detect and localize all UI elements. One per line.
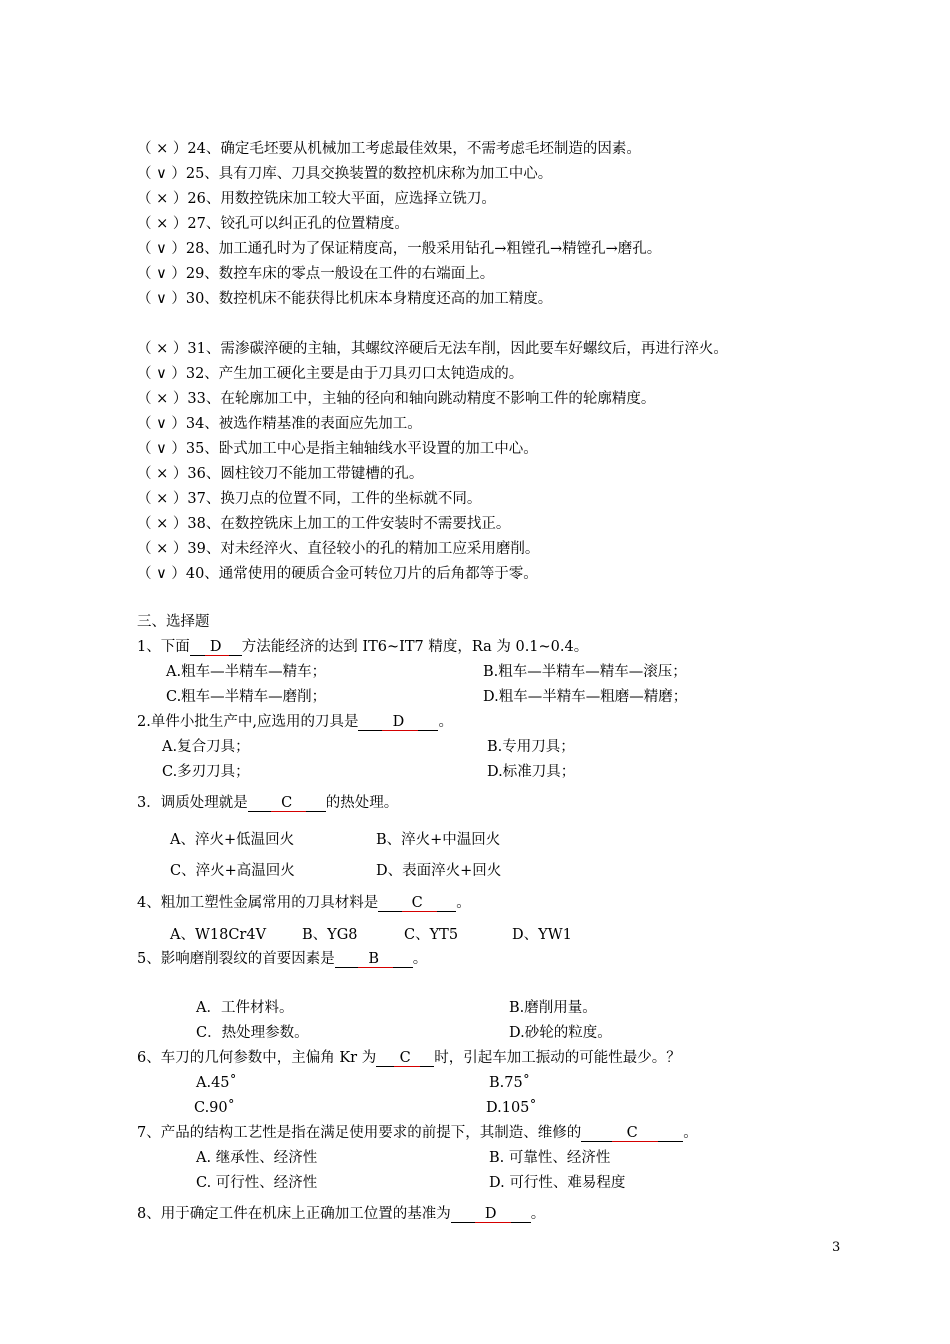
separator: 、 [205, 216, 221, 232]
bracket-close: ） [168, 491, 188, 507]
bracket-open: （ [137, 291, 157, 307]
option-b: B、淬火+中温回火 [376, 832, 501, 848]
item-number: 25 [185, 166, 205, 182]
bracket-open: （ [137, 441, 157, 457]
true-false-item [137, 139, 641, 159]
question-5 [137, 949, 427, 969]
option-a: A.粗车—半精车—精车； [166, 664, 327, 680]
check-mark-icon: ∨ [156, 441, 167, 457]
bracket-open: （ [137, 566, 157, 582]
question-text: 7、产品的结构工艺性是指在满足使用要求的前提下，其制造、维修的 [137, 1125, 582, 1141]
option-c: C.粗车—半精车—磨削； [166, 689, 327, 705]
statement-text: 确定毛坯要从机械加工考虑最佳效果，不需考虑毛坯制造的因素。 [220, 141, 641, 157]
question-1 [137, 637, 588, 657]
statement-text: 数控机床不能获得比机床本身精度还高的加工精度。 [218, 291, 553, 307]
question-text: 1、下面 [137, 639, 190, 655]
answer-value: C [281, 795, 293, 811]
bracket-open: （ [137, 191, 157, 207]
true-false-item [137, 414, 422, 434]
question-text: 。 [530, 1206, 546, 1222]
separator: 、 [204, 241, 219, 257]
question-6 [137, 1048, 681, 1068]
bracket-close: ） [166, 566, 186, 582]
question-2 [137, 712, 453, 732]
separator: 、 [205, 191, 221, 207]
separator: 、 [204, 366, 219, 382]
bracket-open: （ [137, 391, 157, 407]
check-mark-icon: ∨ [156, 291, 167, 307]
check-mark-icon: ∨ [156, 166, 167, 182]
check-mark-icon: ∨ [156, 241, 167, 257]
section-title: 三、选择题 [137, 614, 210, 630]
separator: 、 [205, 141, 221, 157]
cross-mark-icon: × [156, 491, 169, 507]
bracket-open: （ [137, 366, 157, 382]
question-text: 时，引起车加工振动的可能性最少。？ [434, 1050, 681, 1066]
bracket-open: （ [137, 241, 157, 257]
question-3 [137, 793, 398, 813]
bracket-close: ） [168, 141, 188, 157]
question-text: 8、用于确定工件在机床上正确加工位置的基准为 [137, 1206, 451, 1222]
option-c: C. 可行性、经济性 [196, 1175, 318, 1191]
bracket-close: ） [168, 466, 188, 482]
item-number: 28 [185, 241, 205, 257]
answer-blank [581, 1123, 683, 1142]
option-d: D.标准刀具； [487, 764, 576, 780]
statement-text: 在轮廓加工中，主轴的径向和轴向跳动精度不影响工件的轮廓精度。 [220, 391, 656, 407]
bracket-open: （ [137, 516, 157, 532]
item-number: 40 [185, 566, 205, 582]
option-d: D. 可行性、难易程度 [489, 1175, 626, 1191]
cross-mark-icon: × [156, 516, 169, 532]
answer-value: D [484, 1206, 497, 1222]
option-b: B、YG8 [302, 927, 358, 943]
statement-text: 数控车床的零点一般设在工件的右端面上。 [218, 266, 495, 282]
cross-mark-icon: × [156, 541, 169, 557]
true-false-item [137, 189, 496, 209]
item-number: 26 [187, 191, 206, 207]
bracket-close: ） [166, 441, 186, 457]
item-number: 39 [187, 541, 206, 557]
page-number: 3 [832, 1240, 841, 1255]
option-a: A.45˚ [196, 1075, 237, 1091]
statement-text: 卧式加工中心是指主轴轴线水平设置的加工中心。 [218, 441, 538, 457]
question-4 [137, 893, 471, 913]
option-c: C.90˚ [194, 1100, 235, 1116]
answer-value: C [626, 1125, 638, 1141]
option-a: A、W18Cr4V [170, 927, 267, 943]
bracket-open: （ [137, 416, 157, 432]
item-number: 29 [185, 266, 205, 282]
true-false-item [137, 439, 538, 459]
true-false-item [137, 489, 481, 509]
true-false-item [137, 389, 655, 409]
answer-blank [376, 1048, 434, 1067]
option-d: D.砂轮的粒度。 [509, 1025, 612, 1041]
separator: 、 [205, 491, 221, 507]
bracket-open: （ [137, 491, 157, 507]
question-text: 。 [683, 1125, 698, 1141]
statement-text: 需渗碳淬硬的主轴，其螺纹淬硬后无法车削，因此要车好螺纹后，再进行淬火。 [220, 341, 728, 357]
separator: 、 [204, 291, 219, 307]
option-d: D.粗车—半精车—粗磨—精磨； [483, 689, 688, 705]
bracket-close: ） [166, 241, 186, 257]
answer-value: B [368, 951, 380, 967]
answer-blank [248, 793, 326, 812]
true-false-item [137, 464, 423, 484]
statement-text: 在数控铣床上加工的工件安装时不需要找正。 [220, 516, 511, 532]
option-b: B.磨削用量。 [509, 1000, 597, 1016]
item-number: 31 [187, 341, 206, 357]
answer-blank [358, 712, 438, 731]
option-c: C．热处理参数。 [196, 1025, 309, 1041]
question-text: 2.单件小批生产中,应选用的刀具是 [137, 714, 359, 730]
answer-blank [190, 637, 242, 656]
separator: 、 [205, 341, 221, 357]
answer-value: C [411, 895, 423, 911]
true-false-item [137, 164, 552, 184]
true-false-item [137, 339, 728, 359]
bracket-close: ） [166, 291, 186, 307]
true-false-item [137, 364, 523, 384]
true-false-item [137, 564, 538, 584]
bracket-close: ） [168, 191, 188, 207]
answer-blank [378, 893, 456, 912]
bracket-close: ） [168, 341, 188, 357]
option-d: D、YW1 [512, 927, 572, 943]
option-c: C、淬火+高温回火 [170, 863, 295, 879]
true-false-item [137, 264, 494, 284]
question-text: 。 [412, 951, 428, 967]
question-8 [137, 1204, 545, 1224]
option-c: C.多刃刀具； [162, 764, 250, 780]
option-a: A. 继承性、经济性 [196, 1150, 318, 1166]
bracket-close: ） [168, 391, 188, 407]
cross-mark-icon: × [156, 391, 169, 407]
true-false-item [137, 539, 539, 559]
option-c: C、YT5 [404, 927, 459, 943]
option-d: D.105˚ [486, 1100, 537, 1116]
statement-text: 被选作精基准的表面应先加工。 [218, 416, 422, 432]
answer-value: D [209, 639, 222, 655]
item-number: 24 [187, 141, 206, 157]
bracket-close: ） [166, 166, 186, 182]
separator: 、 [204, 416, 219, 432]
true-false-item [137, 214, 409, 234]
separator: 、 [205, 516, 221, 532]
question-text: 5、影响磨削裂纹的首要因素是 [137, 951, 335, 967]
separator: 、 [204, 266, 219, 282]
option-d: D、表面淬火+回火 [376, 863, 502, 879]
separator: 、 [204, 566, 219, 582]
statement-text: 产生加工硬化主要是由于刀具刃口太钝造成的。 [218, 366, 524, 382]
question-text: 。 [438, 714, 453, 730]
item-number: 36 [187, 466, 206, 482]
cross-mark-icon: × [156, 141, 169, 157]
cross-mark-icon: × [156, 466, 169, 482]
bracket-open: （ [137, 541, 157, 557]
item-number: 37 [187, 491, 206, 507]
statement-text: 对未经淬火、直径较小的孔的精加工应采用磨削。 [220, 541, 540, 557]
cross-mark-icon: × [156, 216, 169, 232]
separator: 、 [205, 391, 221, 407]
bracket-close: ） [166, 416, 186, 432]
bracket-close: ） [168, 216, 188, 232]
check-mark-icon: ∨ [156, 266, 167, 282]
question-text: 6、车刀的几何参数中，主偏角 Kr 为 [137, 1050, 377, 1066]
true-false-item [137, 289, 552, 309]
question-text: 的热处理。 [325, 795, 399, 811]
bracket-close: ） [166, 366, 186, 382]
item-number: 38 [187, 516, 206, 532]
cross-mark-icon: × [156, 341, 169, 357]
option-a: A.复合刀具； [162, 739, 250, 755]
answer-blank [451, 1204, 531, 1223]
question-text: 。 [456, 895, 471, 911]
statement-text: 换刀点的位置不同，工件的坐标就不同。 [220, 491, 482, 507]
bracket-close: ） [166, 266, 186, 282]
separator: 、 [205, 541, 221, 557]
bracket-open: （ [137, 466, 157, 482]
true-false-item [137, 514, 510, 534]
item-number: 30 [185, 291, 205, 307]
answer-blank [335, 949, 413, 968]
check-mark-icon: ∨ [156, 566, 167, 582]
statement-text: 通常使用的硬质合金可转位刀片的后角都等于零。 [218, 566, 538, 582]
statement-text: 加工通孔时为了保证精度高，一般采用钻孔→粗镗孔→精镗孔→磨孔。 [218, 241, 662, 257]
bracket-open: （ [137, 266, 157, 282]
bracket-close: ） [168, 541, 188, 557]
item-number: 27 [187, 216, 206, 232]
question-7 [137, 1123, 698, 1143]
separator: 、 [204, 441, 219, 457]
option-b: B.粗车—半精车—精车—滚压； [483, 664, 687, 680]
question-text: 方法能经济的达到 IT6~IT7 精度，Ra 为 0.1~0.4。 [241, 639, 589, 655]
statement-text: 铰孔可以纠正孔的位置精度。 [220, 216, 409, 232]
item-number: 33 [187, 391, 206, 407]
bracket-open: （ [137, 166, 157, 182]
option-b: B. 可靠性、经济性 [489, 1150, 611, 1166]
separator: 、 [204, 166, 219, 182]
option-b: B.专用刀具； [487, 739, 575, 755]
answer-value: D [392, 714, 405, 730]
question-text: 3．调质处理就是 [137, 795, 248, 811]
check-mark-icon: ∨ [156, 416, 167, 432]
check-mark-icon: ∨ [156, 366, 167, 382]
option-a: A、淬火+低温回火 [170, 832, 295, 848]
bracket-open: （ [137, 341, 157, 357]
option-a: A．工件材料。 [196, 1000, 294, 1016]
question-text: 4、粗加工塑性金属常用的刀具材料是 [137, 895, 379, 911]
separator: 、 [205, 466, 221, 482]
bracket-open: （ [137, 216, 157, 232]
item-number: 32 [185, 366, 205, 382]
answer-value: C [399, 1050, 411, 1066]
statement-text: 用数控铣床加工较大平面，应选择立铣刀。 [220, 191, 496, 207]
bracket-open: （ [137, 141, 157, 157]
bracket-close: ） [168, 516, 188, 532]
cross-mark-icon: × [156, 191, 169, 207]
option-b: B.75˚ [489, 1075, 530, 1091]
statement-text: 具有刀库、刀具交换装置的数控机床称为加工中心。 [218, 166, 553, 182]
true-false-item [137, 239, 661, 259]
statement-text: 圆柱铰刀不能加工带键槽的孔。 [220, 466, 424, 482]
item-number: 34 [185, 416, 205, 432]
item-number: 35 [185, 441, 205, 457]
